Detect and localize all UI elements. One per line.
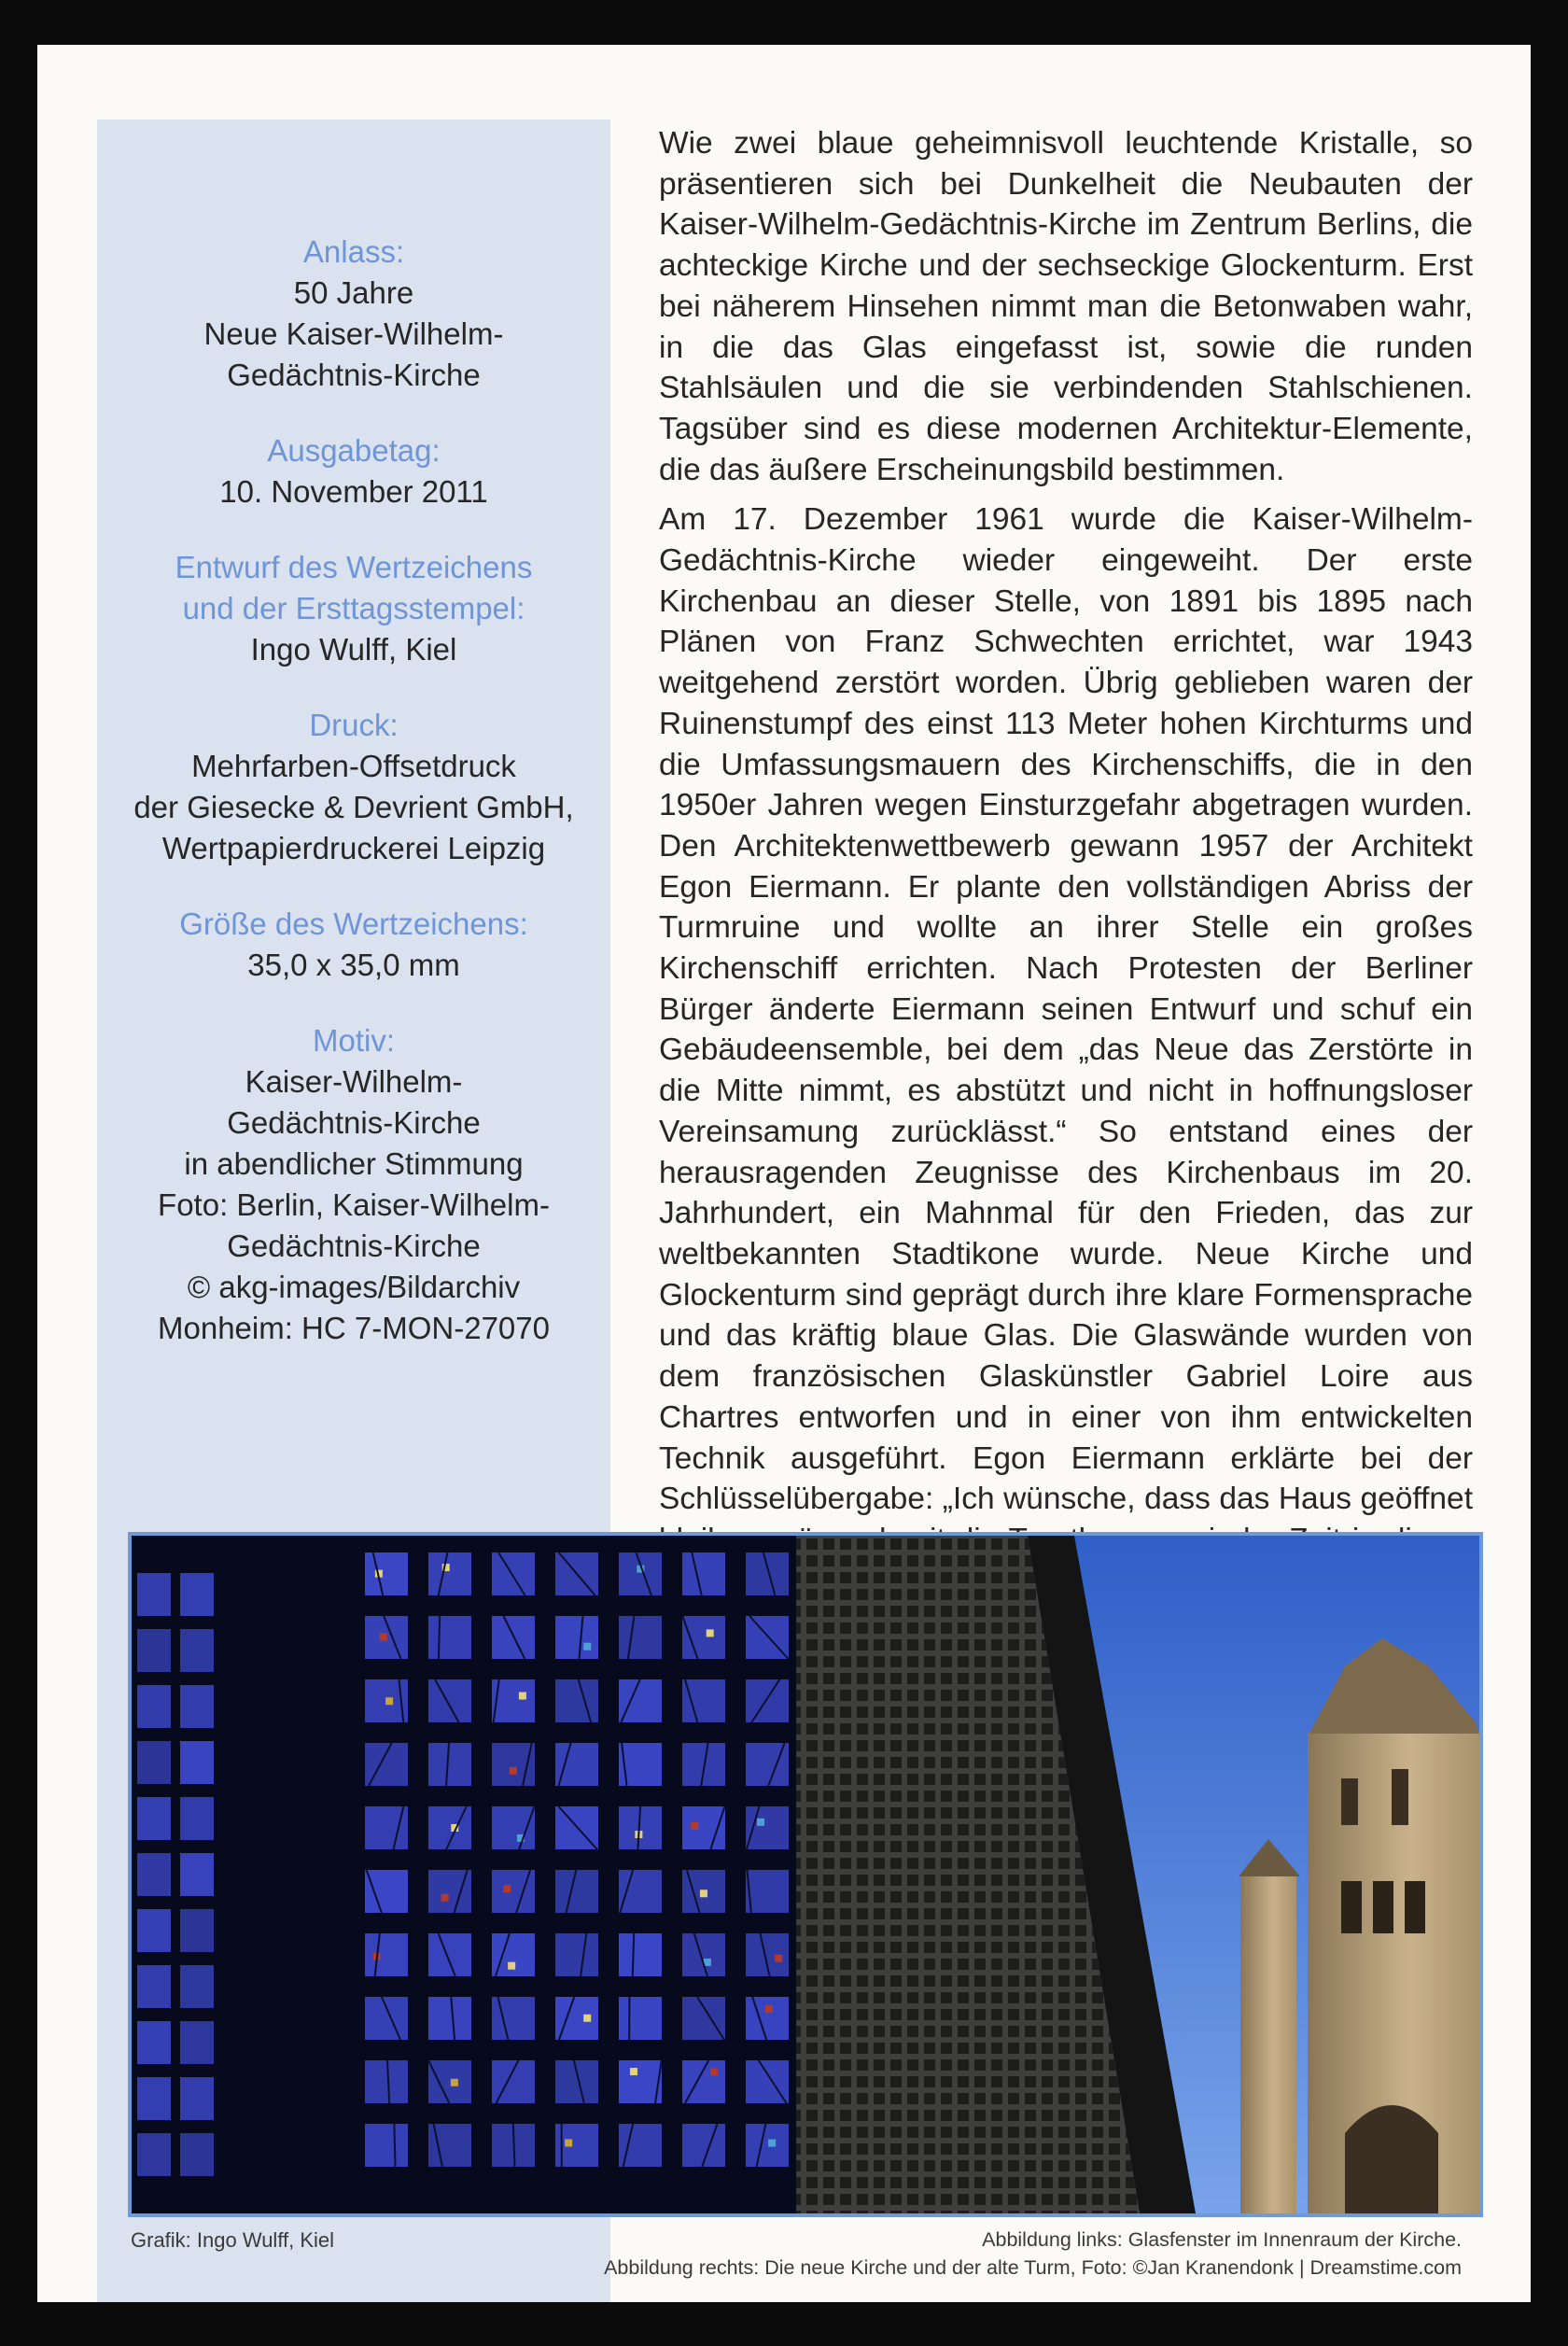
- info-block-ausgabetag: [97, 430, 610, 513]
- info-value: Foto: Berlin, Kaiser-Wilhelm-: [158, 1187, 550, 1222]
- info-value: in abendlicher Stimmung: [184, 1146, 524, 1181]
- info-block-druck: [97, 705, 610, 869]
- info-value: Gedächtnis-Kirche: [227, 1229, 481, 1263]
- church-photo: [128, 1532, 1483, 2217]
- info-value: Gedächtnis-Kirche: [227, 358, 481, 392]
- info-block-anlass: [97, 232, 610, 396]
- info-block-entwurf: [97, 547, 610, 670]
- info-block-motiv: [97, 1020, 610, 1349]
- article-paragraph: Wie zwei blaue geheimnisvoll leuchtende Kristalle, so präsentieren sich bei Dunkelheit die Neubauten der Kaiser-Wilhelm-Gedächtnis-Kirche im Zentrum Berlins, die achteckige Kirche und der sechseckige Glockenturm. Erst bei näherem Hinsehen nimmt man die Betonwaben wahr, in die das Glas eingefasst ist, sowie die runden Stahlsäulen und die sie verbindenden Stahlschienen. Tagsüber sind es diese modernen Architektur-Elemente, die das äußere Erscheinungsbild bestimmen.: [659, 126, 1473, 487]
- info-value: der Giesecke & Devrient GmbH,: [133, 790, 574, 824]
- info-value: Kaiser-Wilhelm-: [245, 1064, 463, 1099]
- info-value: Neue Kaiser-Wilhelm-: [203, 316, 504, 351]
- info-label: Ausgabetag:: [267, 433, 441, 468]
- info-value: © akg-images/Bildarchiv: [187, 1270, 521, 1304]
- info-value: Monheim: HC 7-MON-27070: [158, 1311, 550, 1345]
- info-label: Anlass:: [302, 234, 405, 269]
- info-label: Größe des Wertzeichens:: [179, 906, 528, 941]
- church-photo-illustration: [132, 1536, 1479, 2213]
- photo-caption: [604, 2226, 1462, 2282]
- info-value: Ingo Wulff, Kiel: [250, 632, 457, 667]
- graphic-credit: Grafik: Ingo Wulff, Kiel: [131, 2228, 335, 2252]
- info-label: Druck:: [309, 708, 399, 742]
- info-value: Wertpapierdruckerei Leipzig: [161, 831, 546, 865]
- info-label: Entwurf des Wertzeichens: [175, 550, 533, 584]
- info-label: und der Ersttagsstempel:: [182, 591, 525, 625]
- caption-line: Abbildung rechts: Die neue Kirche und der alte Turm, Foto: ©Jan Kranendonk | Dreamstime.com: [604, 2256, 1462, 2279]
- info-label: Motiv:: [312, 1023, 395, 1058]
- article-body: [659, 123, 1473, 1693]
- info-value: 35,0 x 35,0 mm: [247, 948, 460, 982]
- info-value: Gedächtnis-Kirche: [227, 1105, 481, 1140]
- page: [37, 45, 1531, 2302]
- article-paragraph: Am 17. Dezember 1961 wurde die Kaiser-Wilhelm-Gedächtnis-Kirche wieder eingeweiht. Der erste Kirchenbau an dieser Stelle, von 1891 bis 1895 nach Plänen von Franz Schwechten errichtet, war 1943 weitgehend zerstört worden. Übrig geblieben waren der Ruinenstumpf des einst 113 Meter hohen Kirchturms und die Umfassungsmauern des Kirchenschiffs, die in den 1950er Jahren wegen Einsturzgefahr abgetragen wurden. Den Architektenwettbewerb gewann 1957 der Architekt Egon Eiermann. Er plante den vollständigen Abriss der Turmruine und wollte an ihrer Stelle ein großes Kirchenschiff errichten. Nach Protesten der Berliner Bürger änderte Eiermann seinen Entwurf und schuf ein Gebäudeensemble, bei dem „das Neue das Zerstörte in die Mitte nimmt, es abstützt und nicht in hoffnungsloser Vereinsamung zurücklässt.“ So entstand eines der herausragenden Zeugnisse des Kirchenbaus im 20. Jahrhundert, ein Mahnmal für den Frieden, das zur weltbekannten Stadtikone wurde. Neue Kirche und Glockenturm sind geprägt durch ihre klare Formensprache und das kräftig blaue Glas. Die Glaswände wurden von dem französischen Glaskünstler Gabriel Loire aus Chartres entworfen und in einer von ihm entwickelten Technik ausgeführt. Egon Eiermann erklärte bei der Schlüsselübergabe: „Ich wünsche, dass das Haus geöffnet: [659, 502, 1473, 1517]
- caption-line: Abbildung links: Glasfenster im Innenraum der Kirche.: [982, 2228, 1462, 2251]
- info-value: 10. November 2011: [219, 474, 488, 509]
- info-list: [97, 232, 610, 1384]
- info-value: Mehrfarben-Offsetdruck: [191, 749, 516, 783]
- info-value: 50 Jahre: [293, 275, 414, 310]
- info-block-groesse: [97, 904, 610, 986]
